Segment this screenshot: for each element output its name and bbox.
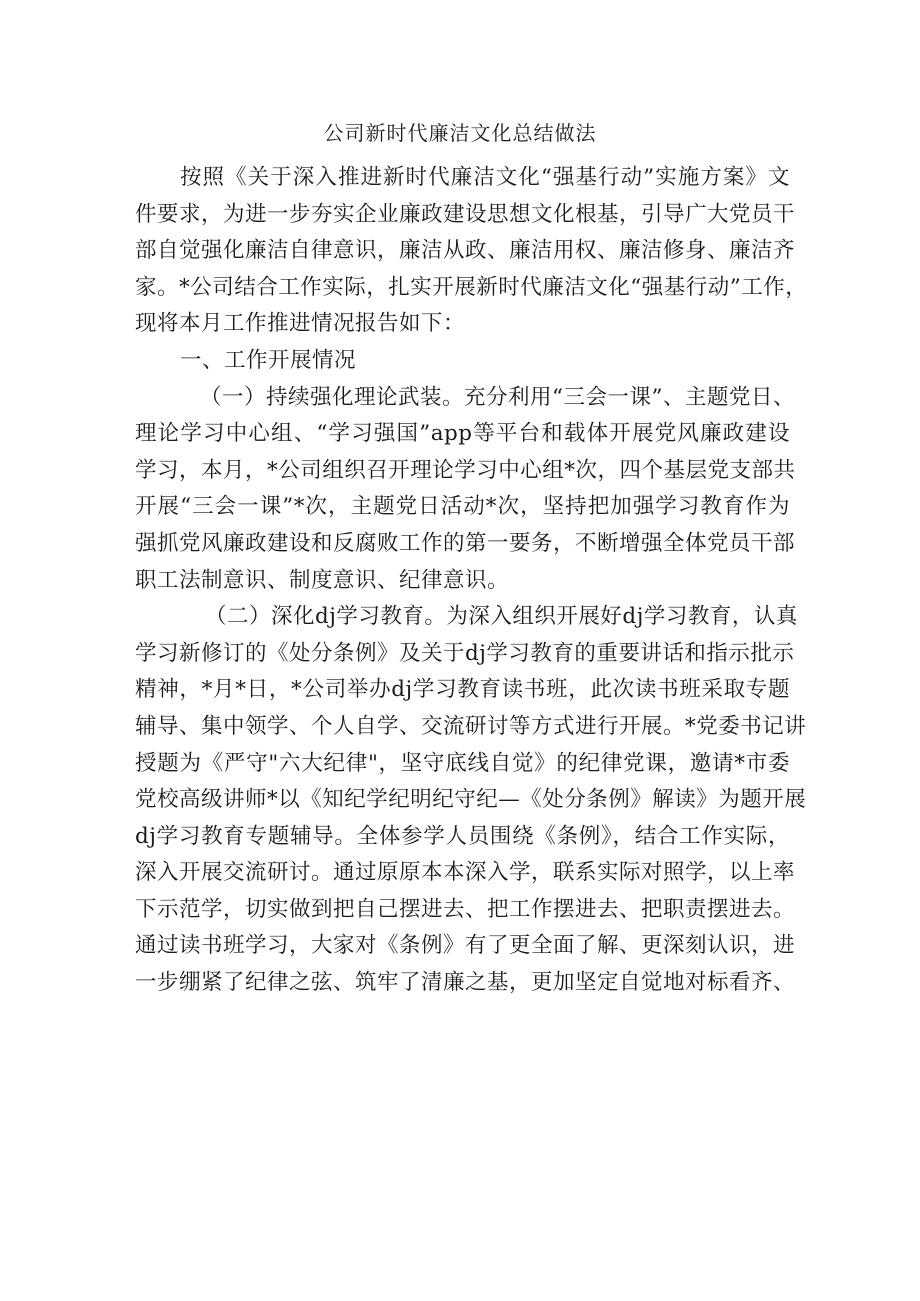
document-title: 公司新时代廉洁文化总结做法 <box>323 121 597 145</box>
text-line: dj学习教育专题辅导。全体参学人员围绕《条例》，结合工作实际， <box>135 823 790 849</box>
text-line: 精神，*月*日，*公司举办dj学习教育读书班，此次读书班采取专题 <box>135 677 790 703</box>
text-line: 学习新修订的《处分条例》及关于dj学习教育的重要讲话和指示批示 <box>135 640 795 666</box>
text-line: 现将本月工作推进情况报告如下： <box>135 311 466 337</box>
section-heading: 一、工作开展情况 <box>180 347 357 373</box>
text-line: 强抓党风廉政建设和反腐败工作的第一要务，不断增强全体党员干部 <box>135 530 796 556</box>
text-line: 下示范学，切实做到把自己摆进去、把工作摆进去、把职责摆进去。 <box>135 896 796 922</box>
text-line: 件要求，为进一步夯实企业廉政建设思想文化根基，引导广大党员干 <box>135 201 796 227</box>
text-line: 部自觉强化廉洁自律意识，廉洁从政、廉洁用权、廉洁修身、廉洁齐 <box>135 238 796 264</box>
text-line: 按照《关于深入推进新时代廉洁文化“强基行动”实施方案》文 <box>180 165 790 190</box>
text-line: （一）持续强化理论武装。充分利用“三会一课”、主题党日、 <box>200 384 795 410</box>
text-line: 党校高级讲师*以《知纪学纪明纪守纪—《处分条例》解读》为题开展 <box>135 787 807 813</box>
text-line: 辅导、集中领学、个人自学、交流研讨等方式进行开展。*党委书记讲 <box>135 713 807 739</box>
document-body <box>135 160 808 1002</box>
text-line: 家。*公司结合工作实际，扎实开展新时代廉洁文化“强基行动”工作， <box>135 274 808 300</box>
text-line: 深入开展交流研讨。通过原原本本深入学，联系实际对照学，以上率 <box>135 860 796 886</box>
text-line: 开展“三会一课”*次，主题党日活动*次，坚持把加强学习教育作为 <box>135 494 790 520</box>
text-line: 通过读书班学习，大家对《条例》有了更全面了解、更深刻认识，进 <box>135 933 796 959</box>
text-line: 学习，本月，*公司组织召开理论学习中心组*次，四个基层党支部共 <box>135 457 796 483</box>
text-line: 理论学习中心组、“学习强国”app等平台和载体开展党风廉政建设 <box>135 421 790 447</box>
text-line: （二）深化dj学习教育。为深入组织开展好dj学习教育，认真 <box>205 604 798 630</box>
text-line: 一步绷紧了纪律之弦、筑牢了清廉之基，更加坚定自觉地对标看齐、 <box>135 970 796 996</box>
text-line: 授题为《严守"六大纪律"，坚守底线自觉》的纪律党课，邀请*市委 <box>135 750 790 776</box>
text-line: 职工法制意识、制度意识、纪律意识。 <box>135 567 510 593</box>
